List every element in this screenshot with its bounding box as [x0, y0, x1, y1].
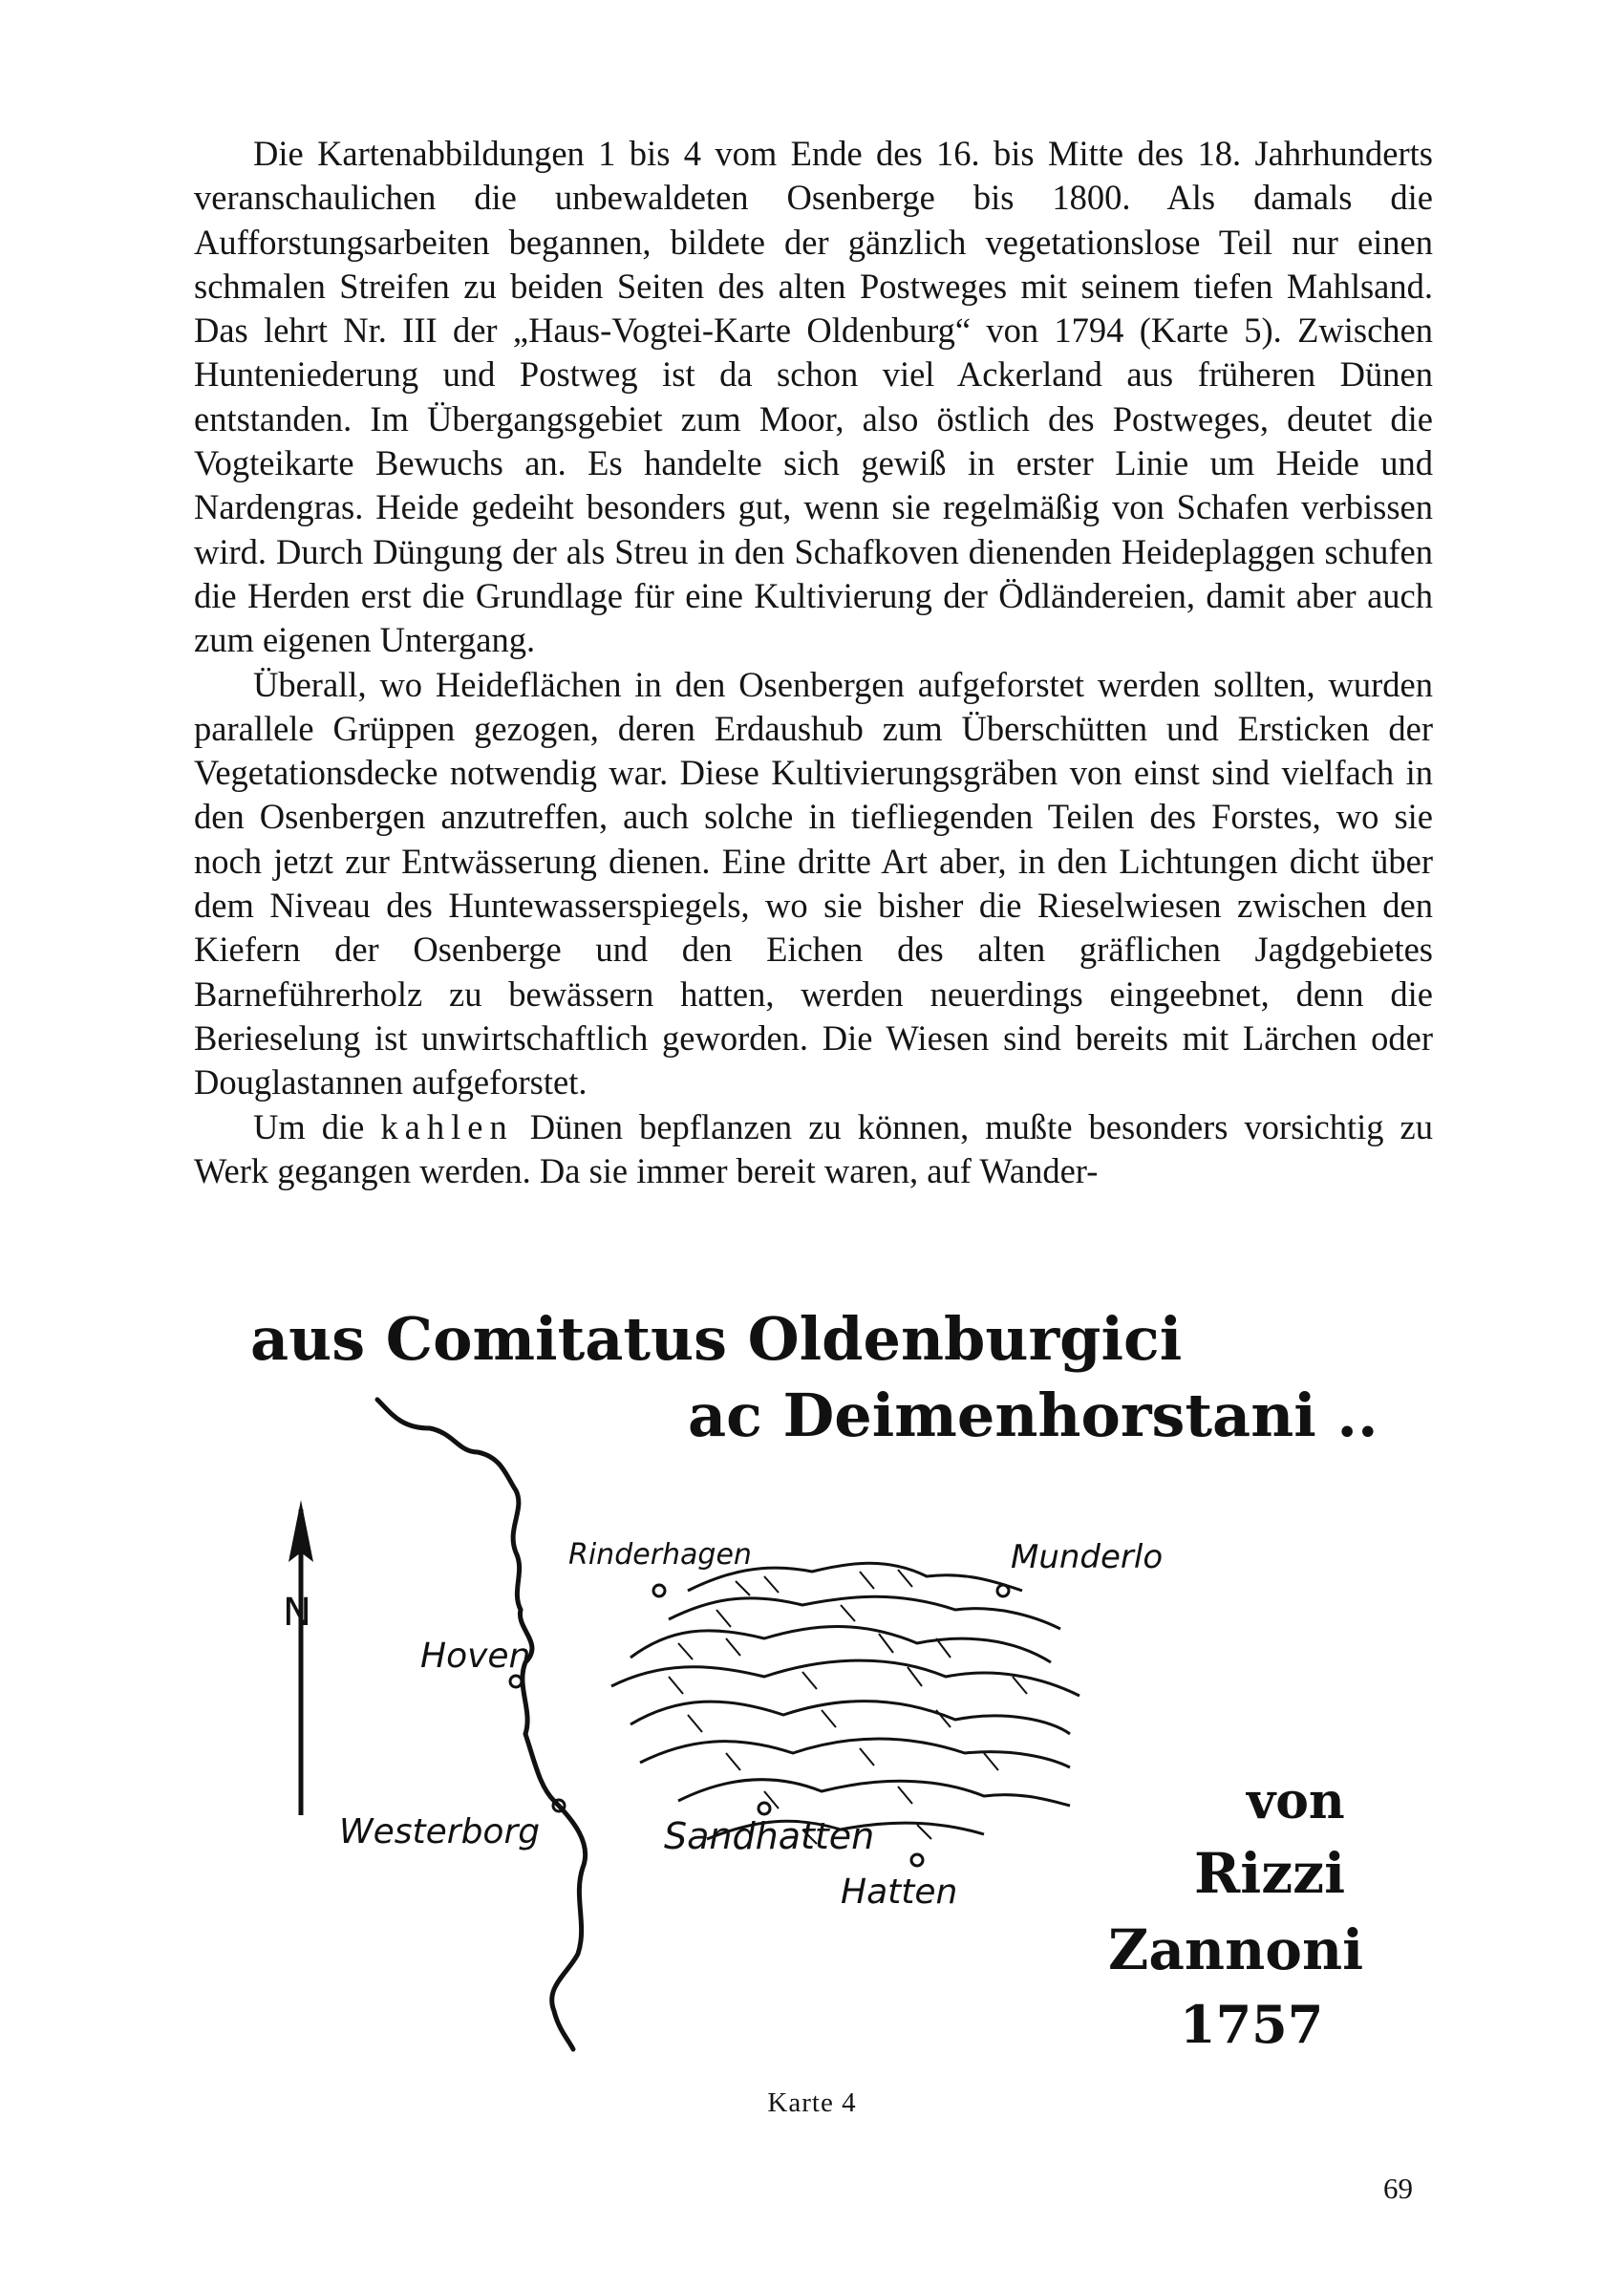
place-hoven: Hoven	[420, 1637, 531, 1676]
river-line	[377, 1400, 586, 2049]
spaced-word: kahlen	[380, 1106, 514, 1146]
paragraph-1: Die Kartenabbildungen 1 bis 4 vom Ende des 16. bis Mitte des 18. Jahrhunderts veranschaulichen die unbewaldeten Osenberge bis 1800. Als damals die Aufforstungsarbeiten begannen, bildete der gänzlich vegetationslose Teil nur einen schmalen Streifen zu beiden Seiten des alten Postweges mit seinem tiefen Mahlsand. Das lehrt Nr. III der „Haus-Vogtei-Karte Oldenburg“ von 1794 (Karte 5). Zwischen Hunteniederung und Postweg ist da schon viel Ackerland aus früheren Dünen entstanden. Im Übergangsgebiet zum Moor, also östlich des Postweges, deutet die Vogteikarte Bewuchs an. Es handelte sich gewiß in erster Linie um Heide und Nardengras. Heide gedeiht besonders gut, wenn sie regelmäßig von Schafen verbissen wird. Durch Düngung der als Streu in den Schafkoven dienenden Heideplaggen schufen die Herden erst die Grundlage für eine Kultivierung der Ödländereien, damit aber auch zum eigenen Untergang.	[194, 134, 1433, 660]
place-rinderhagen: Rinderhagen	[568, 1538, 752, 1572]
page-number: 69	[1383, 2172, 1413, 2205]
marker-rinderhagen	[653, 1585, 665, 1596]
marker-hoven	[510, 1676, 522, 1687]
place-munderlo: Munderlo	[1011, 1538, 1164, 1576]
map-caption: Karte 4	[767, 2087, 857, 2118]
place-hatten: Hatten	[841, 1873, 958, 1912]
place-sandhatten: Sandhatten	[664, 1815, 875, 1857]
map-karte-4	[229, 1285, 1404, 2068]
marker-sandhatten	[759, 1803, 770, 1814]
map-author-name: Rizzi	[1194, 1841, 1346, 1906]
map-author-von: von	[1247, 1772, 1345, 1830]
marker-hatten	[911, 1854, 923, 1866]
map-title-line-2: ac Deimenhorstani ..	[688, 1380, 1378, 1450]
map-author-surname: Zannoni	[1108, 1917, 1364, 1982]
place-westerborg: Westerborg	[339, 1812, 541, 1851]
dune-hatching	[669, 1570, 1027, 1844]
marker-munderlo	[997, 1585, 1009, 1596]
north-label: N	[283, 1591, 311, 1635]
paragraph-3-start: Um die	[253, 1106, 365, 1146]
paragraph-2: Überall, wo Heideflächen in den Osenbergen aufgeforstet werden sollten, wurden parallele Grüppen gezogen, deren Erdaushub zum Überschütten und Ersticken der Vegetationsdecke notwendig war. Diese Kultivierungsgräben von einst sind vielfach in den Osenbergen anzutreffen, auch solche in tiefliegenden Teilen des Forstes, wo sie noch jetzt zur Entwässerung dienen. Eine dritte Art aber, in den Lichtungen dicht über dem Niveau des Huntewasserspiegels, wo sie bisher die Rieselwiesen zwischen den Kiefern der Osenberge und den Eichen des alten gräflichen Jagdgebietes Barneführerholz zu bewässern hatten, werden neuerdings eingeebnet, denn die Berieselung ist unwirtschaftlich geworden. Die Wiesen sind bereits mit Lärchen oder Douglastannen aufgeforstet.	[194, 664, 1433, 1102]
body-text	[194, 132, 1433, 1193]
map-year: 1757	[1180, 1994, 1324, 2055]
paragraph-3-rest: Dünen bepflanzen zu können, mußte besonders vorsichtig zu Werk gegangen werden. Da sie immer bereit waren, auf Wander-	[194, 1106, 1434, 1190]
map-title-line-1: aus Comitatus Oldenburgici	[250, 1304, 1183, 1374]
paragraph-3	[194, 1105, 1433, 1194]
dune-hills	[611, 1563, 1079, 1839]
